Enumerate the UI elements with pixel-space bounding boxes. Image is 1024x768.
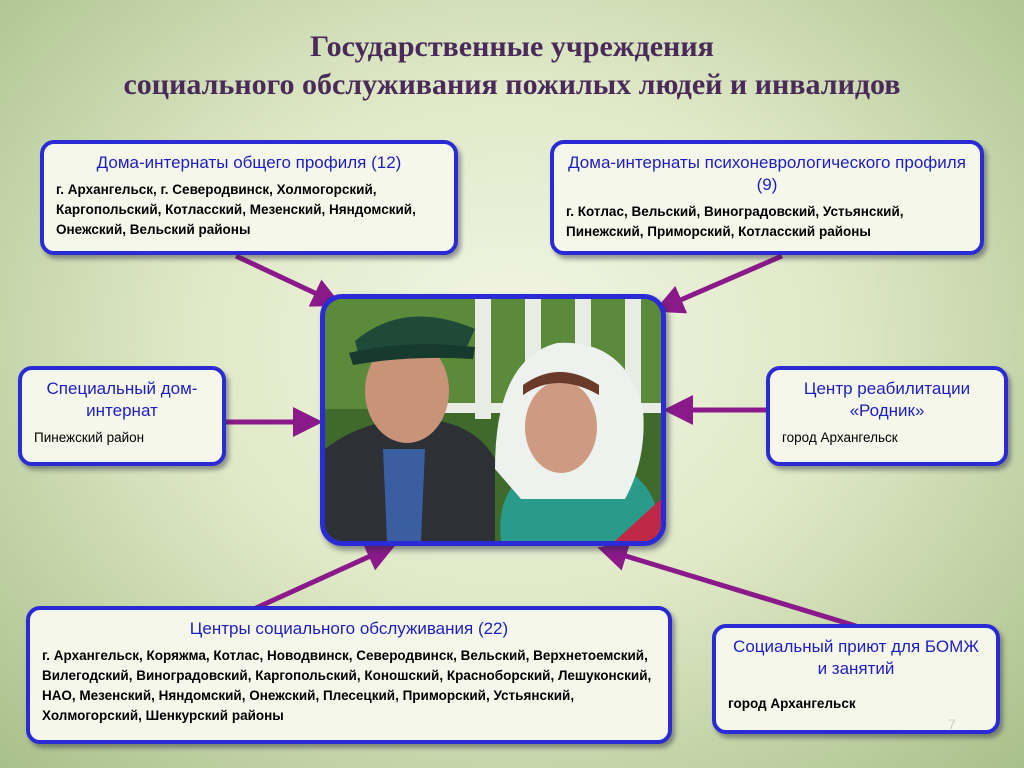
box-general-profile-homes <box>40 140 458 255</box>
box-general-heading: Дома-интернаты общего профиля (12) <box>96 153 402 172</box>
box-social-shelter <box>712 624 1000 734</box>
box-rehab-center-rodnik <box>766 366 1008 466</box>
box-centers-heading: Центры социального обслуживания (22) <box>189 619 509 638</box>
box-shelter-heading: Социальный приют для БОМЖ и занятий <box>733 637 979 678</box>
box-special-heading: Специальный дом-интернат <box>46 379 198 420</box>
box-general-text: г. Архангельск, г. Северодвинск, Холмогорский, Каргопольский, Котласский, Мезенский, Няндомский, Онежский, Вельский районы <box>56 182 416 237</box>
arrow-psy <box>662 256 782 308</box>
box-shelter-text: город Архангельск <box>728 696 856 711</box>
box-psychoneurological-homes <box>550 140 984 255</box>
box-psy-heading: Дома-интернаты психоневрологического профиля (9) <box>568 153 966 194</box>
title-line-1: Государственные учреждения <box>310 30 714 63</box>
arrow-centers <box>256 548 388 608</box>
box-psy-text: г. Котлас, Вельский, Виноградовский, Устьянский, Пинежский, Приморский, Котласский районы <box>566 204 904 239</box>
box-special-text: Пинежский район <box>34 430 145 445</box>
arrow-general <box>236 256 334 302</box>
elderly-couple-photo <box>320 294 666 546</box>
box-rodnik-heading: Центр реабилитации «Родник» <box>803 379 971 420</box>
page-number: 7 <box>948 716 956 732</box>
title-line-2: социального обслуживания пожилых людей и инвалидов <box>123 68 901 101</box>
box-centers-text: г. Архангельск, Коряжма, Котлас, Новодвинск, Северодвинск, Вельский, Верхнетоемский, Вилегодский, Виноградовский, Каргопольский, Коношский, Красноборский, Лешуконский, НАО, Мезенский, Няндомский, Онежский, Плесецкий, Приморский, Устьянский, Холмогорский, Шенкурский районы <box>42 648 652 723</box>
elderly-couple-illustration <box>325 299 661 541</box>
box-special-home <box>18 366 226 466</box>
box-social-service-centers <box>26 606 672 744</box>
box-rodnik-text: город Архангельск <box>782 430 898 445</box>
